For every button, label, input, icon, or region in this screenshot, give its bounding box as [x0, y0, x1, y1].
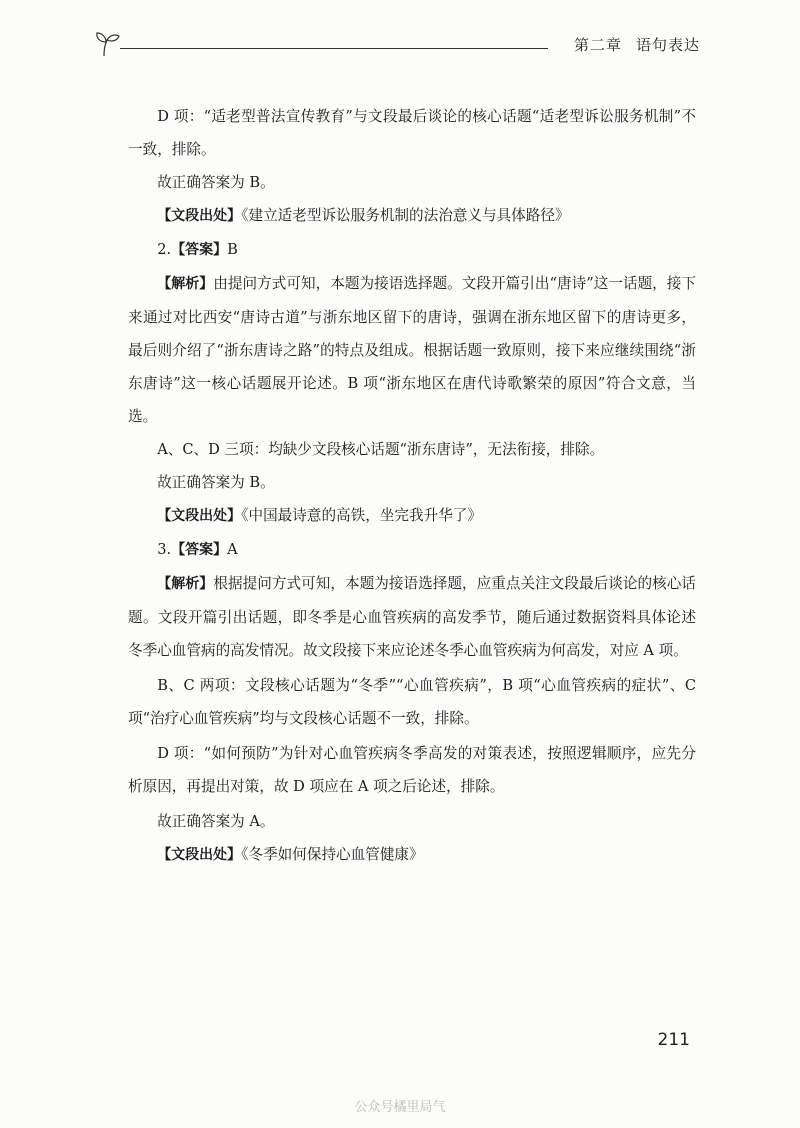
page-number: 211 [657, 1030, 690, 1050]
answer-tag: 【答案】 [171, 242, 228, 258]
paragraph-acd-options: A、C、D 三项：均缺少文段核心话题“浙东唐诗”，无法衔接，排除。 [157, 441, 605, 458]
paragraph-analysis-2 [128, 267, 696, 433]
paragraph-d-option: D 项：“适老型普法宣传教育”与文段最后谈论的核心话题“适老型诉讼服务机制”不一致，排除。 [128, 108, 696, 158]
source-tag: 【文段出处】 [157, 847, 242, 863]
paragraph-answer-a: 故正确答案为 A。 [157, 813, 275, 830]
watermark: 公众号橘里局气 [354, 1100, 446, 1115]
source-title: 《建立适老型诉讼服务机制的法治意义与具体路径》 [241, 207, 570, 224]
answer-value: A [227, 541, 238, 558]
page-body [128, 100, 696, 872]
section-title: 语句表达 [635, 36, 700, 54]
paragraph-d-option-3: D 项：“如何预防”为针对心血管疾病冬季高发的对策表述，按照逻辑顺序，应先分析原因，再提出对策，故 D 项应在 A 项之后论述，排除。 [128, 745, 696, 795]
paragraph-source-2 [128, 499, 696, 533]
source-tag: 【文段出处】 [157, 208, 242, 224]
analysis-text: 由提问方式可知，本题为接语选择题。文段开篇引出“唐诗”这一话题，接下来通过对比西安“唐诗古道”与浙东地区留下的唐诗，强调在浙东地区留下的唐诗更多，最后则介绍了“浙东唐诗之路”的特点及组成。根据话题一致原则，接下来应继续围绕“浙东唐诗”这一核心话题展开论述。B 项“浙东地区在唐代诗歌繁荣的原因”符合文意，当选。 [128, 275, 697, 425]
paragraph-answer-b-2: 故正确答案为 B。 [157, 474, 275, 491]
source-tag: 【文段出处】 [157, 508, 242, 524]
question-number: 2. [157, 241, 172, 258]
header-rule [120, 48, 548, 49]
paragraph-analysis-3 [128, 567, 696, 667]
page-header [90, 30, 700, 60]
chapter-number: 第二章 [573, 36, 622, 54]
paragraph-bc-options: B、C 两项：文段核心话题为“冬季”“心血管疾病”，B 项“心血管疾病的症状”、C 项“治疗心血管疾病”均与文段核心话题不一致，排除。 [128, 677, 696, 727]
chapter-title [574, 34, 700, 55]
analysis-tag: 【解析】 [157, 576, 214, 592]
paragraph-question-3-answer [128, 533, 696, 567]
paragraph-source-3 [128, 838, 696, 872]
paragraph-source-1 [128, 199, 696, 233]
analysis-tag: 【解析】 [157, 276, 214, 292]
analysis-text: 根据提问方式可知，本题为接语选择题，应重点关注文段最后谈论的核心话题。文段开篇引出话题，即冬季是心血管疾病的高发季节，随后通过数据资料具体论述冬季心血管病的高发情况。故文段接下来应论述冬季心血管疾病为何高发，对应 A 项。 [128, 575, 696, 659]
paragraph-answer-b: 故正确答案为 B。 [157, 174, 275, 191]
source-title: 《冬季如何保持心血管健康》 [241, 846, 424, 863]
answer-tag: 【答案】 [171, 542, 228, 558]
source-title: 《中国最诗意的高铁，坐完我升华了》 [241, 507, 482, 524]
sprout-icon [90, 30, 124, 58]
question-number: 3. [157, 541, 172, 558]
answer-value: B [227, 241, 238, 258]
paragraph-question-2-answer [128, 233, 696, 267]
